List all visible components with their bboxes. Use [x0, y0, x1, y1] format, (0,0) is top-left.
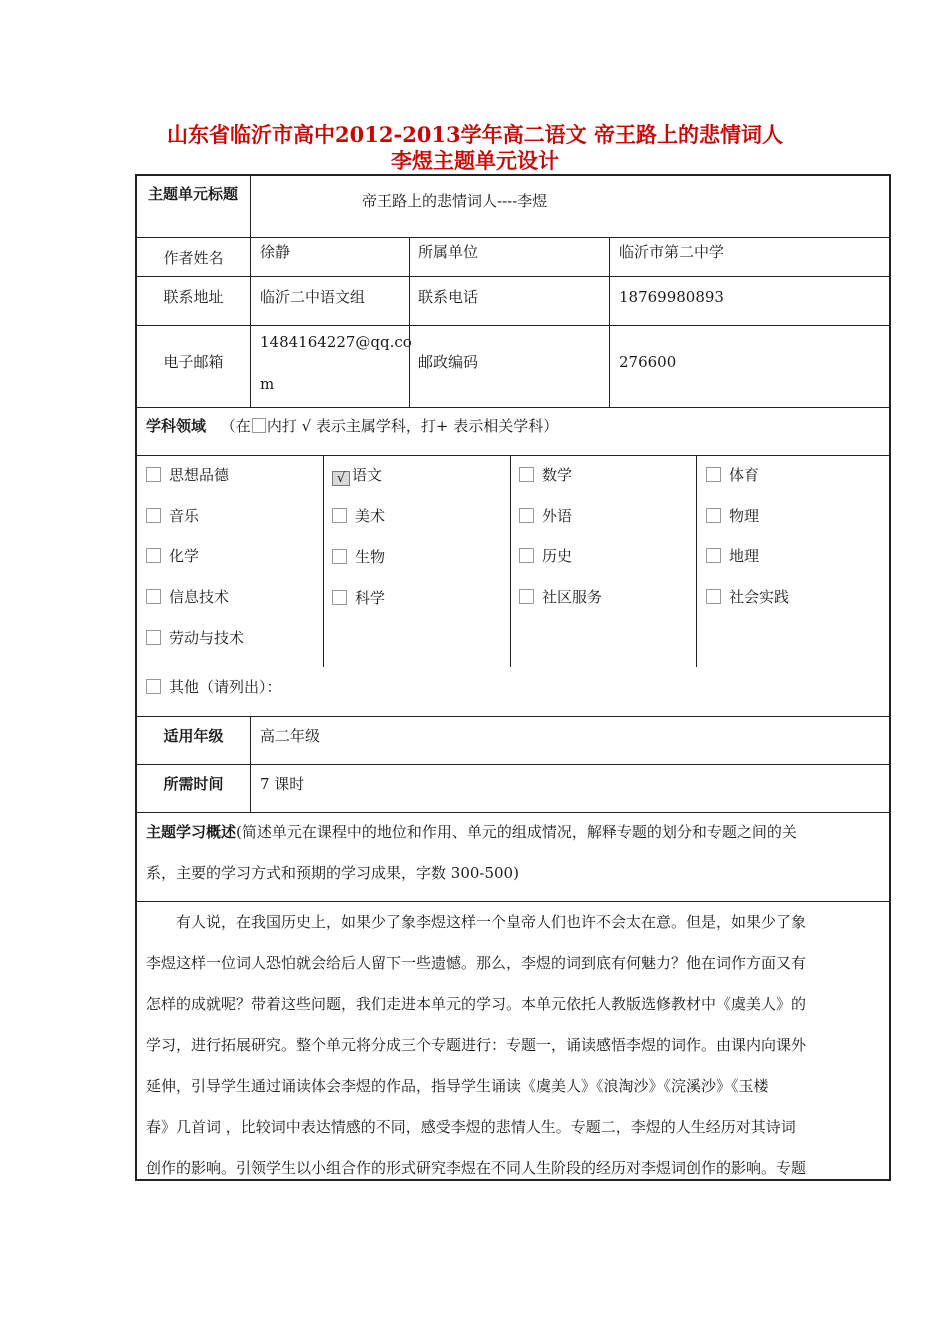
subject-area-label: 学科领域: [146, 417, 207, 435]
subject-item[interactable]: 物理: [706, 506, 759, 526]
subject-item-other[interactable]: 其他（请列出）：: [146, 677, 282, 697]
subject-area-note-start: （在: [220, 417, 251, 435]
checkbox-icon[interactable]: [146, 630, 161, 645]
checkbox-icon[interactable]: [706, 467, 721, 482]
overview-label: 主题学习概述: [146, 823, 237, 841]
subject-area-header: [146, 416, 558, 436]
subject-item[interactable]: 信息技术: [146, 587, 229, 607]
overview-body-line: 学习，进行拓展研究。整个单元将分成三个专题进行：专题一，诵读感悟李煜的词作。由课内向课外: [146, 1036, 807, 1054]
subject-item[interactable]: √ 语文: [332, 465, 382, 486]
checkbox-icon[interactable]: [519, 548, 534, 563]
org-value: 临沂市第二中学: [619, 243, 725, 261]
overview-body-line: 怎样的成就呢？带着这些问题，我们走进本单元的学习。本单元依托人教版选修教材中《虞美人》的: [146, 995, 807, 1013]
phone-value: 18769980893: [619, 288, 724, 306]
checkbox-icon[interactable]: [706, 508, 721, 523]
author-value: 徐静: [260, 243, 291, 261]
org-label: 所属单位: [418, 243, 479, 261]
subject-item[interactable]: 体育: [706, 465, 759, 485]
subject-item[interactable]: 社会实践: [706, 587, 789, 607]
checkbox-icon[interactable]: [332, 549, 347, 564]
checkbox-icon[interactable]: [146, 467, 161, 482]
checkbox-icon[interactable]: [519, 508, 534, 523]
checkbox-icon[interactable]: [519, 589, 534, 604]
subject-item[interactable]: 美术: [332, 506, 385, 526]
checkbox-icon[interactable]: [706, 548, 721, 563]
overview-header-line2: 系，主要的学习方式和预期的学习成果，字数 300-500): [146, 864, 519, 882]
overview-body-line: 春》几首词 ，比较词中表达情感的不同，感受李煜的悲情人生。专题二，李煜的人生经历对其诗词: [146, 1118, 796, 1136]
time-label: 所需时间: [163, 775, 224, 793]
email-value-line1: 1484164227@qq.co: [260, 333, 412, 351]
subject-item[interactable]: 生物: [332, 547, 385, 567]
checkbox-icon[interactable]: [146, 508, 161, 523]
checkbox-icon[interactable]: [706, 589, 721, 604]
checkbox-icon[interactable]: [146, 679, 161, 694]
address-label: 联系地址: [163, 288, 224, 306]
subject-item[interactable]: 社区服务: [519, 587, 602, 607]
subject-item[interactable]: 历史: [519, 546, 572, 566]
overview-hint: (简述单元在课程中的地位和作用、单元的组成情况，解释专题的划分和专题之间的关: [236, 823, 797, 841]
subject-item[interactable]: 数学: [519, 465, 572, 485]
checkbox-icon[interactable]: [146, 548, 161, 563]
subject-item[interactable]: 音乐: [146, 506, 199, 526]
subject-item[interactable]: 思想品德: [146, 465, 229, 485]
grade-label: 适用年级: [163, 727, 224, 745]
checkbox-icon[interactable]: [332, 590, 347, 605]
document-title-line-1: 山东省临沂市高中2012-2013学年高二语文 帝王路上的悲情词人: [167, 122, 783, 147]
overview-body-line: 李煜这样一位词人恐怕就会给后人留下一些遗憾。那么，李煜的词到底有何魅力？他在词作方面又有: [146, 954, 807, 972]
author-label: 作者姓名: [163, 249, 224, 267]
subject-item[interactable]: 化学: [146, 546, 199, 566]
unit-title-label: 主题单元标题: [147, 185, 238, 203]
email-value-line2: m: [260, 375, 275, 393]
email-label: 电子邮箱: [163, 353, 224, 371]
subject-item[interactable]: 地理: [706, 546, 759, 566]
subject-area-note-end: 内打 √ 表示主属学科，打+ 表示相关学科）: [266, 417, 559, 435]
checkbox-checked-icon[interactable]: √: [332, 471, 350, 486]
overview-body-line: 延伸，引导学生通过诵读体会李煜的作品，指导学生诵读《虞美人》《浪淘沙》《浣溪沙》《玉楼: [146, 1077, 769, 1095]
checkbox-sample-icon: [252, 418, 266, 433]
checkbox-icon[interactable]: [332, 508, 347, 523]
grade-value: 高二年级: [260, 727, 321, 745]
overview-body-line: 有人说，在我国历史上，如果少了象李煜这样一个皇帝人们也许不会太在意。但是，如果少了象: [176, 913, 807, 931]
overview-body-line: 创作的影响。引领学生以小组合作的形式研究李煜在不同人生阶段的经历对李煜词创作的影响。专题: [146, 1159, 807, 1177]
postcode-value: 276600: [619, 353, 677, 371]
subject-item[interactable]: 科学: [332, 588, 385, 608]
address-value: 临沂二中语文组: [260, 288, 366, 306]
checkbox-icon[interactable]: [519, 467, 534, 482]
unit-title-value: 帝王路上的悲情词人----李煜: [362, 192, 548, 210]
document-title-line-2: 李煜主题单元设计: [391, 148, 559, 173]
phone-label: 联系电话: [418, 288, 479, 306]
postcode-label: 邮政编码: [418, 353, 479, 371]
time-value: 7 课时: [260, 775, 305, 793]
overview-header-line1: [146, 822, 797, 842]
subject-item[interactable]: 外语: [519, 506, 572, 526]
checkbox-icon[interactable]: [146, 589, 161, 604]
subject-item[interactable]: 劳动与技术: [146, 628, 244, 648]
design-form-table: [135, 174, 891, 1181]
